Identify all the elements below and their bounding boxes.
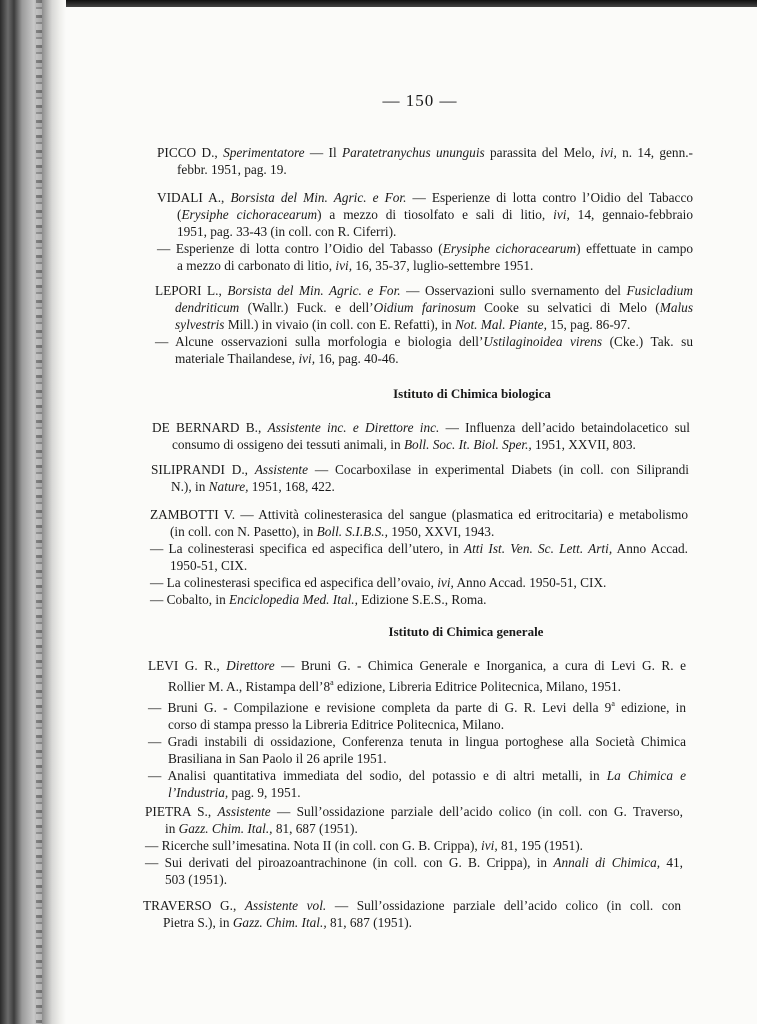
italic-text: Direttore [226, 658, 275, 673]
text-line [145, 803, 683, 820]
italic-text: ivi, [335, 258, 353, 273]
text-segment: 1951, 168, 422. [248, 479, 335, 494]
bibliography-entry [150, 506, 688, 608]
text-segment: Mill.) in vivaio (in coll. con E. Refatti), in [224, 317, 455, 332]
text-segment: pag. 9, 1951. [228, 785, 301, 800]
entry-sub-item [155, 333, 693, 367]
text-segment: LEVI G. R., [148, 658, 227, 673]
superscript-text: a [611, 699, 615, 708]
text-segment: VIDALI A., [157, 190, 231, 205]
bibliography-entry [157, 189, 693, 274]
entry-paragraph [157, 189, 693, 240]
text-line [155, 299, 693, 316]
superscript-text: a [330, 678, 334, 687]
text-line [148, 674, 686, 695]
text-segment: consumo di ossigeno dei tessuti animali, in [172, 437, 404, 452]
text-segment: — Ricerche sull’imesatina. Nota II (in coll. con G. B. Crippa), [145, 838, 482, 853]
italic-text: La Chimica e [606, 768, 686, 783]
text-line [150, 557, 688, 574]
italic-text: ivi, [437, 575, 454, 590]
text-segment: — Osservazioni sullo svernamento del [400, 283, 627, 298]
text-segment: materiale Thailandese, [175, 351, 299, 366]
text-segment: — La colinesterasi specifica ed aspecifica dell’utero, in [150, 541, 464, 556]
text-line [157, 223, 693, 240]
italic-text: Ustilaginoidea virens [483, 334, 603, 349]
text-segment: 1950-51, CIX. [170, 558, 248, 573]
text-segment: PIETRA S., [145, 804, 218, 819]
italic-text: ivi, [553, 207, 570, 222]
italic-text: Fusicladium [626, 283, 693, 298]
entry-sub-item [145, 854, 683, 888]
entry-sub-item [157, 240, 693, 274]
text-segment: — Il [304, 145, 342, 160]
italic-text: sylvestris [175, 317, 225, 332]
italic-text: Assistente [254, 462, 308, 477]
italic-text: ivi, [600, 145, 617, 160]
bibliography-entry [152, 419, 690, 453]
text-line [157, 257, 693, 274]
text-segment: — Bruni G. - Chimica Generale e Inorganica, a cura di Levi G. R. e [274, 658, 686, 673]
entry-paragraph [143, 897, 681, 931]
entry-sub-item [150, 574, 688, 591]
italic-text: Erysiphe cichoracearum [181, 207, 318, 222]
text-segment: in [165, 821, 179, 836]
text-line [151, 461, 689, 478]
text-segment: SILIPRANDI D., [151, 462, 255, 477]
text-segment: Cooke su selvatici di Melo ( [475, 300, 660, 315]
text-line [150, 591, 688, 608]
text-segment: Anno Accad. [612, 541, 688, 556]
text-line [148, 657, 686, 674]
italic-text: Paratetranychus ununguis [341, 145, 485, 160]
text-segment: 1951, pag. 33-43 (in coll. con R. Ciferri). [177, 224, 397, 239]
text-segment: (in coll. con N. Pasetto), in [170, 524, 317, 539]
text-segment: N.), in [171, 479, 209, 494]
italic-text: Borsista del Min. Agric. e For. [230, 190, 407, 205]
scan-binding-edge [0, 0, 66, 1024]
text-line [150, 506, 688, 523]
text-line [152, 419, 690, 436]
text-segment: — Cocarboxilase in experimental Diabets (in coll. con Siliprandi [308, 462, 689, 477]
italic-text: Annali di Chimica, [553, 855, 661, 870]
italic-text: Gazz. Chim. Ital., [232, 915, 327, 930]
entry-paragraph [148, 657, 686, 695]
text-line [148, 716, 686, 733]
text-line [152, 436, 690, 453]
italic-text: Assistente vol. [244, 898, 327, 913]
text-segment: TRAVERSO G., [143, 898, 245, 913]
text-segment: 503 (1951). [165, 872, 228, 887]
entry-paragraph [151, 461, 689, 495]
text-segment: — Bruni G. - Compilazione e revisione completa da parte di G. R. Levi della 9 [148, 700, 612, 715]
entry-paragraph [155, 282, 693, 333]
bibliography-entry [143, 897, 681, 931]
bibliography-entry [155, 282, 693, 367]
text-segment: PICCO D., [157, 145, 224, 160]
text-segment: n. 14, genn.- [616, 145, 693, 160]
text-segment: — Sull’ossidazione parziale dell’acido colico (in coll. con [326, 898, 682, 913]
entry-sub-item [150, 591, 688, 608]
bibliography-entry [157, 144, 693, 178]
italic-text: Boll. Soc. It. Biol. Sper., [403, 437, 532, 452]
text-segment: edizione, Libreria Editrice Politecnica, Milano, 1951. [333, 679, 621, 694]
text-segment: 16, pag. 40-46. [315, 351, 399, 366]
italic-text: Malus [659, 300, 693, 315]
italic-text: Gazz. Chim. Ital., [178, 821, 273, 836]
text-segment: — Esperienze di lotta contro l’Oidio del Tabacco [406, 190, 694, 205]
italic-text: Oidium farinosum [373, 300, 476, 315]
bibliography-entry [151, 461, 689, 495]
text-line [148, 767, 686, 784]
scan-top-edge [0, 0, 757, 7]
italic-text: Sperimentatore [223, 145, 305, 160]
text-segment: a mezzo di carbonato di litio, [177, 258, 336, 273]
text-segment: 81, 687 (1951). [326, 915, 412, 930]
entry-sub-item [145, 837, 683, 854]
text-line [157, 144, 693, 161]
text-line [145, 871, 683, 888]
text-segment: edizione, in [614, 700, 686, 715]
text-segment: — Esperienze di lotta contro l’Oidio del Tabasso ( [157, 241, 443, 256]
text-segment: 16, 35-37, luglio-settembre 1951. [352, 258, 534, 273]
text-segment: 14, gennaio-febbraio [569, 207, 693, 222]
text-line [151, 478, 689, 495]
text-segment: (Wallr.) Fuck. e dell’ [239, 300, 374, 315]
text-segment: — Analisi quantitativa immediata del sodio, del potassio e di altri metalli, in [148, 768, 607, 783]
entry-paragraph [145, 803, 683, 837]
text-line [143, 897, 681, 914]
text-segment: febbr. 1951, pag. 19. [177, 162, 287, 177]
text-segment: — Sull’ossidazione parziale dell’acido colico (in coll. con G. Traverso, [270, 804, 683, 819]
text-line [155, 333, 693, 350]
text-line [148, 750, 686, 767]
entry-sub-item [148, 767, 686, 801]
italic-text: ivi, [481, 838, 498, 853]
entry-paragraph [152, 419, 690, 453]
text-line [157, 161, 693, 178]
text-line [155, 282, 693, 299]
italic-text: Nature, [208, 479, 249, 494]
italic-text: Assistente [217, 804, 271, 819]
italic-text: Assistente inc. e Direttore inc. [267, 420, 440, 435]
bibliography-entry [145, 803, 683, 888]
text-segment: Rollier M. A., Ristampa dell’8 [168, 679, 331, 694]
text-segment: — Cobalto, in [150, 592, 230, 607]
italic-text: ivi, [298, 351, 316, 366]
text-segment: (Cke.) Tak. su [602, 334, 693, 349]
text-segment: ) a mezzo di tiosolfato e sali di litio, [317, 207, 554, 222]
text-segment: Pietra S.), in [163, 915, 233, 930]
text-segment: ZAMBOTTI V. — Attività colinesterasica del sangue (plasmatica ed eritrocitaria) e metabolismo [150, 507, 688, 522]
text-line [155, 350, 693, 367]
text-line [145, 837, 683, 854]
section-heading-chimica-biologica: Istituto di Chimica biologica [393, 386, 551, 401]
entry-sub-item [150, 540, 688, 574]
text-line [157, 206, 693, 223]
text-segment: 41, [660, 855, 683, 870]
text-line [150, 540, 688, 557]
text-segment: 15, pag. 86-97. [546, 317, 631, 332]
text-segment: — Influenza dell’acido betaindolacetico sul [439, 420, 690, 435]
entry-sub-item [148, 695, 686, 733]
bibliography-entry [148, 657, 686, 801]
italic-text: Not. Mal. Piante, [454, 317, 547, 332]
section-heading-chimica-generale: Istituto di Chimica generale [388, 624, 544, 639]
text-segment: ) effettuate in campo [576, 241, 693, 256]
text-segment: Edizione S.E.S., Roma. [357, 592, 487, 607]
text-line [157, 189, 693, 206]
italic-text: l’Industria, [168, 785, 229, 800]
text-segment: 81, 195 (1951). [497, 838, 583, 853]
text-segment: — Sui derivati del piroazoantrachinone (in coll. con G. B. Crippa), in [145, 855, 554, 870]
text-line [150, 574, 688, 591]
text-segment: 81, 687 (1951). [272, 821, 358, 836]
italic-text: dendriticum [175, 300, 240, 315]
italic-text: Borsista del Min. Agric. e For. [227, 283, 401, 298]
text-segment: DE BERNARD B., [152, 420, 268, 435]
text-line [157, 240, 693, 257]
italic-text: Erysiphe cichoracearum [442, 241, 577, 256]
text-segment: — Alcune osservazioni sulla morfologia e biologia dell’ [155, 334, 484, 349]
text-line [145, 820, 683, 837]
entry-paragraph [150, 506, 688, 540]
italic-text: Enciclopedia Med. Ital., [229, 592, 358, 607]
text-segment: corso di stampa presso la Libreria Editrice Politecnica, Milano. [168, 717, 505, 732]
text-segment: — Gradi instabili di ossidazione, Conferenza tenuta in lingua portoghese alla Società Chimica [148, 734, 686, 749]
text-segment: Brasiliana in San Paolo il 26 aprile 1951. [168, 751, 387, 766]
entry-paragraph [157, 144, 693, 178]
italic-text: Boll. S.I.B.S., [316, 524, 388, 539]
text-segment: 1950, XXVI, 1943. [387, 524, 495, 539]
text-segment: Anno Accad. 1950-51, CIX. [453, 575, 607, 590]
text-line [143, 914, 681, 931]
text-segment: 1951, XXVII, 803. [531, 437, 636, 452]
text-segment: — La colinesterasi specifica ed aspecifica dell’ovaio, [150, 575, 438, 590]
text-line [148, 733, 686, 750]
text-line [148, 695, 686, 716]
italic-text: Atti Ist. Ven. Sc. Lett. Arti, [463, 541, 613, 556]
text-line [148, 784, 686, 801]
text-segment: parassita del Melo, [484, 145, 601, 160]
text-line [150, 523, 688, 540]
page-number: — 150 — [382, 91, 458, 110]
text-segment: LEPORI L., [155, 283, 228, 298]
text-segment: ( [177, 207, 182, 222]
text-line [145, 854, 683, 871]
entry-sub-item [148, 733, 686, 767]
text-line [155, 316, 693, 333]
